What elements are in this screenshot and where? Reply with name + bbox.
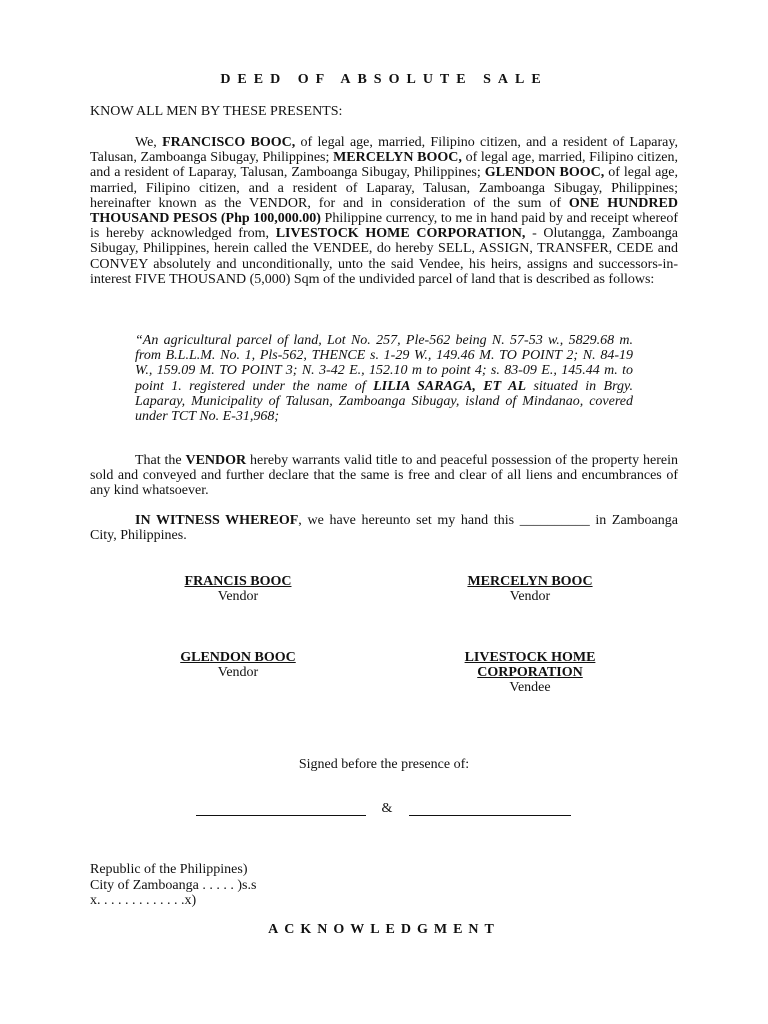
- registered-owner: LILIA SARAGA, ET AL: [373, 378, 526, 394]
- paragraph-warranty: [90, 453, 678, 499]
- text-segment: - Olutangga, Zamboanga Sibugay, Philippines, herein called the VENDEE, do hereby SELL, ASSIGN, TRANSFER, CEDE and CONVEY absolutely and unconditionally, unto the said Vendee, his heirs, assigns and successors-in-interest FIVE THOUSAND (5,000) Sqm of the undivided parcel of land that is described as follows:: [90, 226, 678, 287]
- sale-amount: ONE HUNDRED THOUSAND PESOS (Php 100,000.00): [90, 195, 678, 227]
- signatory-name: MERCELYN BOOC: [467, 574, 593, 589]
- text-segment: of legal age, married, Filipino citizen, and a resident of Laparay, Talusan, Zamboanga Sibugay, Philippines; hereinafter known as the VENDOR, for and in consideration of the sum of: [90, 165, 678, 211]
- signatory-role: Vendee: [509, 680, 551, 696]
- salutation: KNOW ALL MEN BY THESE PRESENTS:: [90, 104, 343, 119]
- vendor-name-3: GLENDON BOOC,: [484, 165, 605, 181]
- signatory-block: [440, 650, 620, 696]
- witness-heading: IN WITNESS WHEREOF: [135, 513, 299, 528]
- venue-line: City of Zamboanga . . . . . )s.s: [90, 877, 257, 893]
- signatory-name: FRANCIS BOOC: [184, 574, 292, 589]
- ampersand: &: [381, 801, 393, 816]
- text-segment: , we have hereunto set my hand this __________ in Zamboanga City, Philippines.: [90, 513, 678, 544]
- vendor-name-2: MERCELYN BOOC,: [333, 150, 462, 166]
- text-segment: of legal age, married, Filipino citizen, and a resident of Laparay, Talusan, Zamboanga Sibugay, Philippines;: [90, 135, 678, 166]
- property-description: [135, 333, 633, 424]
- signatory-block: [440, 574, 620, 604]
- text-segment: of legal age, married, Filipino citizen, and a resident of Laparay, Talusan, Zamboanga Sibugay, Philippines;: [90, 150, 678, 181]
- venue-block: [90, 862, 256, 909]
- venue-line: Republic of the Philippines): [90, 862, 248, 877]
- signatory-block: [148, 650, 328, 680]
- signatory-role: Vendor: [217, 589, 259, 605]
- vendee-name: LIVESTOCK HOME CORPORATION,: [275, 226, 526, 242]
- signed-before-label: Signed before the presence of:: [298, 757, 470, 772]
- witness-signature-line: [196, 815, 366, 816]
- text-segment: hereby warrants valid title to and peaceful possession of the property herein sold and conveyed and further declare that the same is free and clear of all liens and encumbrances of any kind whatsoever.: [90, 453, 678, 499]
- venue-line: x. . . . . . . . . . . . .x): [90, 893, 197, 908]
- signatory-name: GLENDON BOOC: [180, 650, 296, 665]
- signatory-name: LIVESTOCK HOME: [464, 650, 596, 665]
- text-segment: situated in Brgy. Laparay, Municipality of Talusan, Zamboanga Sibugay, island of Mindanao, covered under TCT No. E-31,968;: [135, 378, 633, 425]
- signatory-role: Vendor: [217, 665, 259, 681]
- text-segment: Philippine currency, to me in hand paid by and receipt whereof is hereby acknowledged from,: [90, 211, 678, 242]
- signatory-block: [148, 574, 328, 604]
- witness-signature-line: [409, 815, 571, 816]
- signatory-name: CORPORATION: [477, 665, 583, 681]
- paragraph-witness: [90, 513, 678, 543]
- vendor-name-1: FRANCISCO BOOC,: [162, 135, 296, 150]
- signatory-role: Vendor: [509, 589, 551, 605]
- text-segment: “An agricultural parcel of land, Lot No. 257, Ple-562 being N. 57-53 w., 5829.68 m. from B.L.L.M. No. 1, Pls-562, THENCE s. 1-29 W., 149.46 M. TO POINT 2; N. 84-19 W., 159.09 M. TO POINT 3; N. 3-42 E., 152.10 m to point 4; s. 83-09 E., 145.44 m. to point 1. registered under the name of: [135, 333, 633, 394]
- document-title: DEED OF ABSOLUTE SALE: [220, 72, 548, 87]
- paragraph-parties: [90, 135, 678, 287]
- acknowledgment-heading: ACKNOWLEDGMENT: [268, 922, 500, 937]
- text-segment: We,: [135, 135, 163, 150]
- vendor-label: VENDOR: [185, 453, 247, 468]
- text-segment: That the: [135, 453, 186, 468]
